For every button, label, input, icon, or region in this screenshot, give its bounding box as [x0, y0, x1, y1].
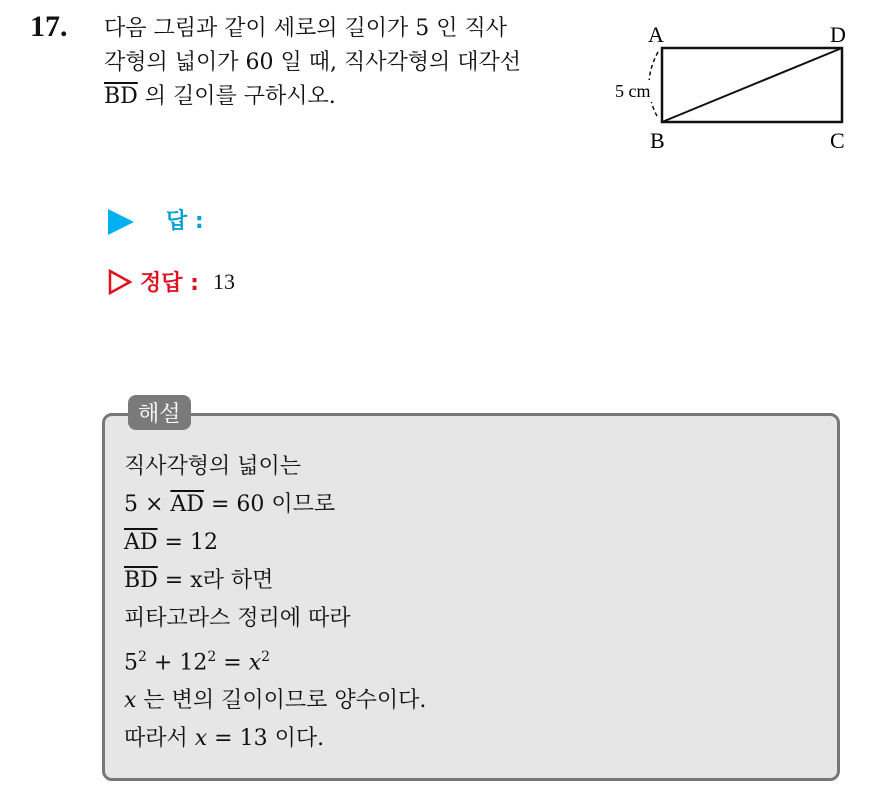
correct-value: 13	[212, 268, 235, 294]
question-line-3-rest: 의 길이를 구하시오.	[137, 84, 336, 109]
term-5: 5	[124, 650, 138, 676]
solution-line-1: 직사각형의 넓이는	[124, 454, 302, 479]
answer-row	[108, 204, 204, 235]
var-x: x	[124, 688, 137, 714]
play-arrow-icon	[108, 209, 134, 235]
term-12: + 12	[146, 650, 208, 676]
var-x: x	[248, 650, 262, 676]
segment-bd: $\overline{BD}$	[124, 568, 158, 593]
vertex-d-label: D	[830, 22, 846, 47]
line-2-post: = 60 이므로	[203, 492, 336, 517]
diagonal-bd	[662, 48, 842, 122]
question-number: 17.	[30, 10, 68, 43]
solution-line-5: 피타고라스 정리에 따라	[124, 606, 351, 631]
question-text	[104, 12, 594, 114]
rectangle-figure	[610, 20, 860, 155]
outline-triangle-icon	[108, 269, 132, 295]
question-line-2: 각형의 넓이가 60 일 때, 직사각형의 대각선	[104, 50, 521, 75]
segment-ad: $\overline{AD}$	[170, 492, 204, 517]
line-4-post: = x라 하면	[157, 568, 274, 593]
vertex-a-label: A	[648, 22, 664, 47]
answer-label: 답 :	[166, 209, 204, 234]
solution-tag: 해설	[128, 395, 191, 430]
question-line-3	[104, 80, 594, 114]
solution-line-6	[124, 638, 426, 682]
line-3-post: = 12	[157, 530, 218, 555]
solution-line-8	[124, 720, 426, 758]
question-line-1: 다음 그림과 같이 세로의 길이가 5 인 직사	[104, 16, 507, 41]
line-8-post: = 13 이다.	[207, 726, 325, 752]
line-2-pre: 5 ×	[124, 492, 171, 517]
var-x: x	[194, 726, 208, 752]
correct-answer-row	[108, 266, 235, 297]
solution-line-2	[124, 486, 426, 524]
line-8-pre: 따라서	[124, 726, 195, 752]
exponent: 2	[207, 649, 217, 665]
exponent: 2	[261, 649, 271, 665]
line-7-rest: 는 변의 길이이므로 양수이다.	[136, 688, 427, 714]
solution-line-7	[124, 682, 426, 720]
side-length-label: 5 cm	[615, 81, 651, 101]
solution-line-3	[124, 524, 426, 562]
equals: =	[216, 650, 249, 676]
vertex-b-label: B	[650, 128, 665, 153]
correct-label: 정답 :	[140, 271, 199, 296]
segment-bd: $\overline{BD}$	[104, 84, 138, 109]
vertex-c-label: C	[830, 128, 845, 153]
segment-ad: $\overline{AD}$	[124, 530, 158, 555]
solution-body	[124, 448, 426, 758]
solution-line-4	[124, 562, 426, 600]
exponent: 2	[138, 649, 147, 665]
